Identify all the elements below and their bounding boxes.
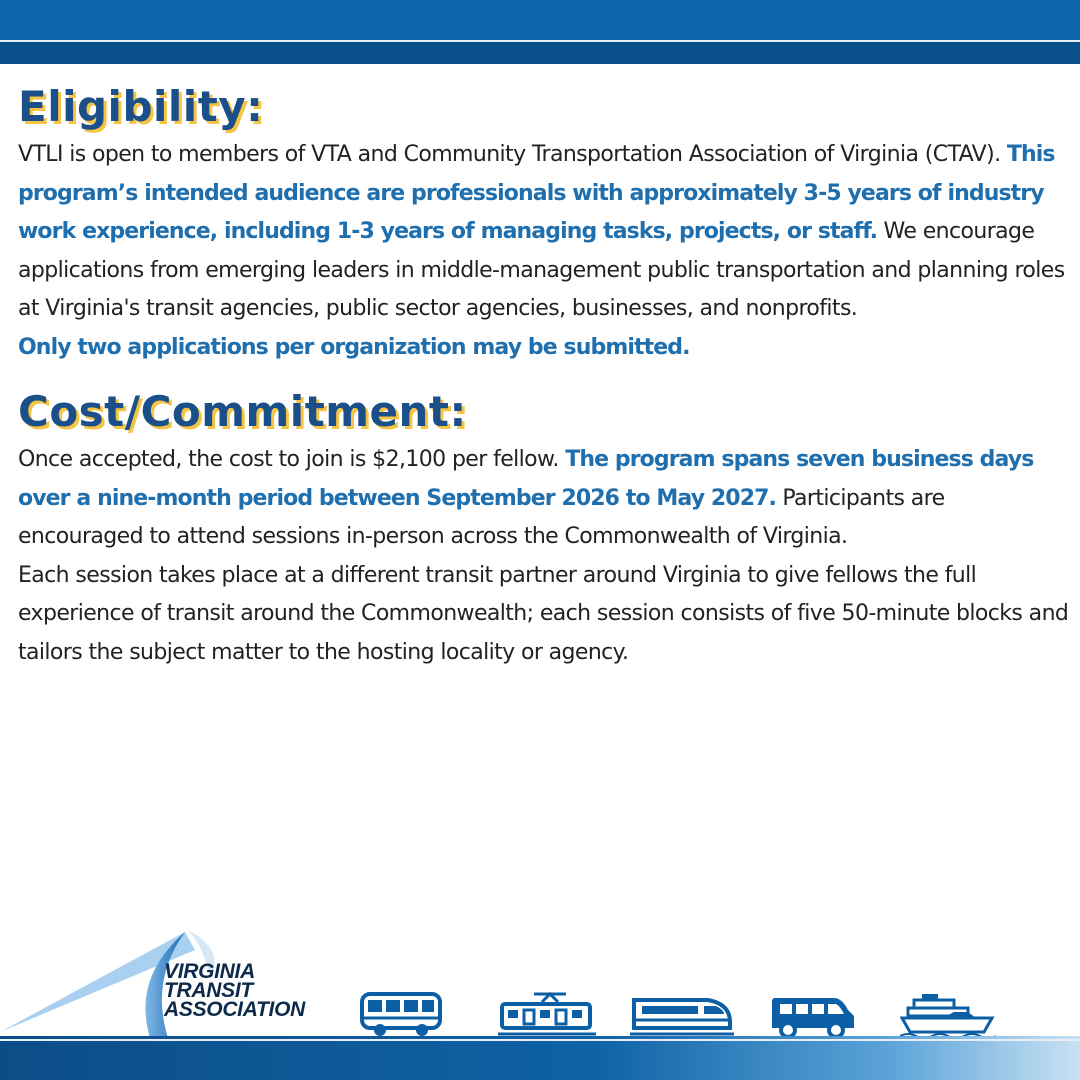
logo-line-1: VIRGINIA xyxy=(164,960,255,983)
logo-line-3: ASSOCIATION xyxy=(164,998,305,1021)
vta-logo-text xyxy=(164,962,305,1019)
cost-highlight-1: The program spans seven business days over a nine-month period between September 2026 to May 2027. xyxy=(18,447,1034,511)
bottom-banner xyxy=(0,1036,1080,1080)
light-rail-icon xyxy=(498,990,596,1038)
top-banner xyxy=(0,0,1080,64)
eligibility-highlight-1: This program’s intended audience are professionals with approximately 3-5 years of industry work experience, including 1-3 years of managing tasks, projects, or staff. xyxy=(18,142,1055,244)
cost-text-3: Each session takes place at a different transit partner around Virginia to give fellows the full experience of transit around the Commonwealth; each session consists of five 50-minute blocks and tailors the subject matter to the hosting locality or agency. xyxy=(18,562,1069,665)
eligibility-paragraph xyxy=(18,136,1070,367)
logo-line-2: TRANSIT xyxy=(164,979,253,1002)
van-icon xyxy=(768,990,858,1038)
cost-text-2: Participants are encouraged to attend sessions in-person across the Commonwealth of Virginia. xyxy=(18,485,945,549)
cost-heading: Cost/Commitment: xyxy=(18,387,467,436)
bus-icon xyxy=(360,990,442,1038)
eligibility-heading: Eligibility: xyxy=(18,82,264,131)
eligibility-text-1: VTLI is open to members of VTA and Community Transportation Association of Virginia (CTAV). xyxy=(18,142,1007,167)
eligibility-text-2: We encourage applications from emerging leaders in middle-management public transportation and planning roles at Virginia's transit agencies, public sector agencies, businesses, and nonprofits. xyxy=(18,219,1065,321)
ferry-icon xyxy=(900,990,996,1040)
top-banner-divider xyxy=(0,40,1080,42)
train-icon xyxy=(630,990,734,1038)
cost-paragraph xyxy=(18,441,1070,672)
eligibility-highlight-2: Only two applications per organization may be submitted. xyxy=(18,334,690,360)
bottom-banner-divider xyxy=(0,1039,1080,1041)
cost-text-1: Once accepted, the cost to join is $2,100 per fellow. xyxy=(18,447,566,472)
main-content xyxy=(18,78,1070,672)
